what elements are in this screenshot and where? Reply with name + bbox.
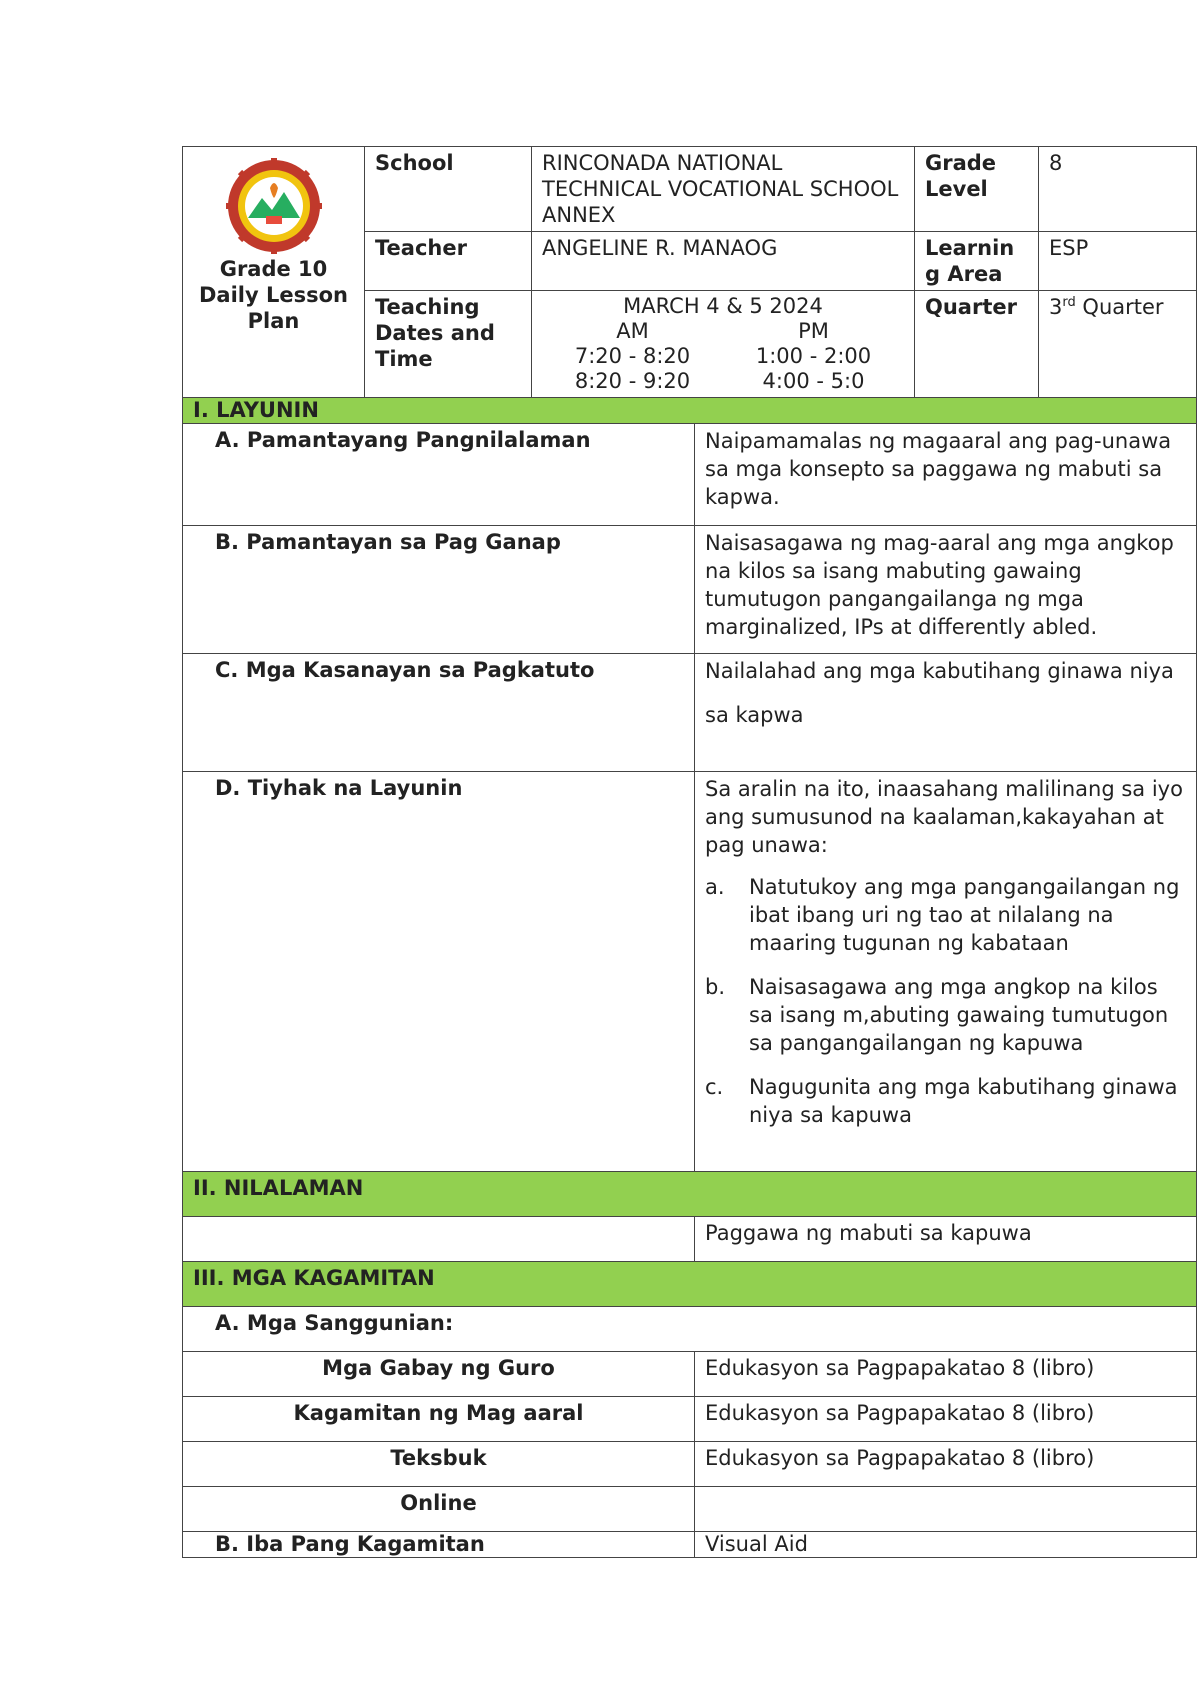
area-label: Learning Area [915, 232, 1039, 291]
list-item [705, 973, 1186, 1057]
time-grid [542, 319, 904, 394]
school-label: School [365, 147, 532, 232]
grade-value: 8 [1039, 147, 1197, 232]
logo-cell [183, 147, 365, 398]
body-table [182, 397, 1197, 1558]
row-label: C. Mga Kasanayan sa Pagkatuto [183, 653, 695, 771]
c-value-line: Nailalahad ang mga kabutihang ginawa niya [705, 658, 1174, 683]
objective-list [705, 873, 1186, 1129]
pm-label: PM [798, 319, 829, 343]
ref-label: Online [183, 1486, 695, 1531]
row-value: Naisasagawa ng mag-aaral ang mga angkop na kilos sa isang mabuting gawaing tumutugon pangangailanga ng mga marginalized, IPs at differently abled. [695, 525, 1197, 653]
dates-label: Teaching Dates and Time [365, 291, 532, 398]
row-label: A. Mga Sanggunian: [183, 1306, 1197, 1351]
list-text: Nagugunita ang mga kabutihang ginawa niya sa kapuwa [749, 1074, 1178, 1127]
am-time: 8:20 - 9:20 [574, 369, 691, 393]
section-title: II. NILALAMAN [183, 1171, 1197, 1216]
list-marker: b. [705, 974, 726, 999]
section-title: I. LAYUNIN [183, 397, 1197, 423]
header-table [182, 146, 1197, 398]
am-label: AM [616, 319, 649, 343]
ref-value: Edukasyon sa Pagpapakatao 8 (libro) [695, 1396, 1197, 1441]
ref-label: Kagamitan ng Mag aaral [183, 1396, 695, 1441]
row-label: B. Iba Pang Kagamitan [183, 1531, 695, 1557]
quarter-label: Quarter [915, 291, 1039, 398]
lesson-plan-page [182, 146, 1196, 1558]
row-value [695, 653, 1197, 771]
list-text: Natutukoy ang mga pangangailangan ng ibat ibang uri ng tao at nilalang na maaring tugunan ng kabataan [749, 874, 1180, 955]
pm-time: 4:00 - 5:0 [762, 369, 865, 393]
c-value-line: sa kapwa [705, 702, 804, 727]
section-title: III. MGA KAGAMITAN [183, 1261, 1197, 1306]
row-label: D. Tiyhak na Layunin [183, 771, 695, 1171]
grade-label: Grade Level [915, 147, 1039, 232]
list-marker: a. [705, 874, 725, 899]
ref-value: Edukasyon sa Pagpapakatao 8 (libro) [695, 1441, 1197, 1486]
list-text: Naisasagawa ang mga angkop na kilos sa isang m,abuting gawaing tumutugon sa pangangailangan ng kapuwa [749, 974, 1169, 1055]
row-value: Visual Aid [695, 1531, 1197, 1557]
ref-label: Mga Gabay ng Guro [183, 1351, 695, 1396]
ref-value [695, 1486, 1197, 1531]
school-value: RINCONADA NATIONAL TECHNICAL VOCATIONAL SCHOOL ANNEX [532, 147, 915, 232]
content-value: Paggawa ng mabuti sa kapuwa [695, 1216, 1197, 1261]
dates-value [532, 291, 915, 398]
date-value: MARCH 4 & 5 2024 [623, 294, 823, 318]
row-label: B. Pamantayan sa Pag Ganap [183, 525, 695, 653]
teacher-label: Teacher [365, 232, 532, 291]
ref-value: Edukasyon sa Pagpapakatao 8 (libro) [695, 1351, 1197, 1396]
row-label: A. Pamantayang Pangnilalaman [183, 423, 695, 525]
quarter-value [1039, 291, 1197, 398]
am-time: 7:20 - 8:20 [574, 344, 691, 368]
list-marker: c. [705, 1074, 724, 1099]
area-value: ESP [1039, 232, 1197, 291]
row-value [695, 771, 1197, 1171]
ref-label: Teksbuk [183, 1441, 695, 1486]
quarter-num: 3 [1049, 295, 1063, 319]
plan-title: Grade 10 Daily Lesson Plan [199, 257, 348, 333]
d-intro: Sa aralin na ito, inaasahang malilinang sa iyo ang sumusunod na kaalaman,kakayahan at pag unawa: [705, 776, 1183, 857]
row-value: Naipamamalas ng magaaral ang pag-unawa sa mga konsepto sa paggawa ng mabuti sa kapwa. [695, 423, 1197, 525]
school-seal-icon [226, 158, 322, 254]
quarter-text: Quarter [1075, 295, 1164, 319]
empty-cell [183, 1216, 695, 1261]
teacher-value: ANGELINE R. MANAOG [532, 232, 915, 291]
list-item [705, 873, 1186, 957]
pm-time: 1:00 - 2:00 [755, 344, 872, 368]
list-item [705, 1073, 1186, 1129]
quarter-sup: rd [1062, 295, 1076, 310]
